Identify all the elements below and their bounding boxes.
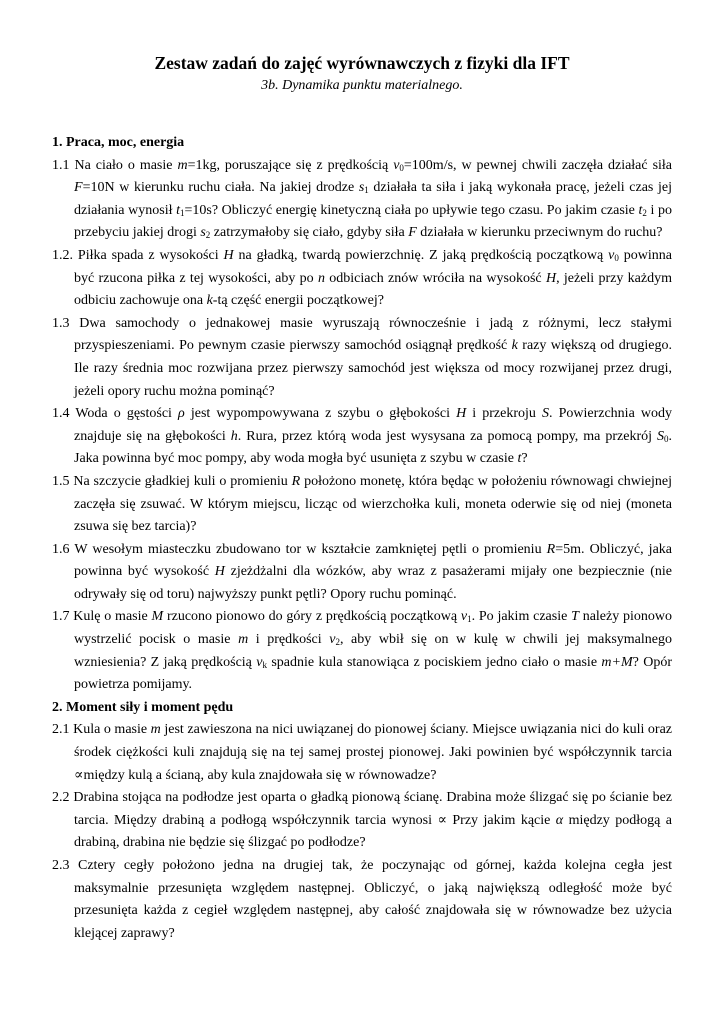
- problem-1-4: 1.4 Woda o gęstości ρ jest wypompowywana z szybu o głębokości H i przekroju S. Powierzchnia wody znajduje się na głębokości h. Rura, przez którą woda jest wysysana za pomocą pompy, ma przekrój $S_0$. Jaka powinna być moc pompy, aby woda mogła być usunięta z szybu w czasie t?: [52, 406, 672, 467]
- problem-number: 1.3: [52, 315, 70, 331]
- document-subtitle: 3b. Dynamika punktu materialnego.: [261, 78, 463, 93]
- problem-2-1: 2.1 Kula o masie m jest zawieszona na nici uwiązanej do pionowej ściany. Miejsce uwiązania nici do kuli oraz środek ciężkości kuli znajdują się na tej samej prostej pionowej. Jaki powinien być współczynnik tarcia ∝między kulą a ścianą, aby kula znajdowała się w równowadze?: [52, 722, 673, 783]
- document-title: Zestaw zadań do zajęć wyrównawczych z fizyki dla IFT: [154, 53, 570, 73]
- problem-1-3: 1.3 Dwa samochody o jednakowej masie wyruszają równocześnie i jadą z różnymi, lecz stałymi przyspieszeniami. Po pewnym czasie pierwszy samochód osiągnął prędkość k razy większą od drugiego. Ile razy średnia moc rozwijana przez pierwszy samochód jest większa od mocy rozwijanej przez drugi, jeżeli opory ruchu można pominąć?: [52, 315, 673, 399]
- problem-1-2: 1.2. Piłka spada z wysokości H na gładką, twardą powierzchnię. Z jaką prędkością początkową $v_0$ powinna być rzucona piłka z tej wysokości, aby po n odbiciach znów wróciła na wysokość H, jeżeli przy każdym odbiciu zachowuje ona k-tą część energii początkowej?: [52, 247, 672, 309]
- problem-number: 1.7: [52, 609, 70, 625]
- problem-2-3: 2.3 Cztery cegły położono jedna na drugiej tak, że poczynając od górnej, każda kolejna cegła jest maksymalnie przesunięta względem następnej. Obliczyć, o jaką największą odległość może być przesunięta każda z cegieł względem następnej, aby całość znajdowała się w równowadze bez użycia klejącej zaprawy?: [52, 858, 672, 941]
- problem-1-1: 1.1 Na ciało o masie m=1kg, poruszające się z prędkością $v_0=100m/s$, w pewnej chwili zaczęła działać siła F=10N w kierunku ruchu ciała. Na jakiej drodze $s_1$ działała ta siła i jaką wykonała pracę, jeżeli czas jej działania wynosił $t_1=10s$? Obliczyć energię kinetyczną ciała po upływie tego czasu. Po jakim czasie $t_2$ i po przebyciu jakiej drogi $s_2$ zatrzymałoby się ciało, gdyby siła F działała w kierunku przeciwnym do ruchu?: [52, 157, 673, 241]
- section-heading-2: 2. Moment siły i moment pędu: [52, 699, 234, 715]
- problem-number: 1.5: [52, 473, 70, 489]
- proportional-symbol: ∝: [74, 767, 84, 783]
- alpha-symbol: α: [555, 812, 564, 828]
- problem-number: 2.3: [52, 858, 70, 873]
- problem-number: 1.6: [52, 541, 70, 557]
- problem-number: 2.2: [52, 790, 70, 806]
- rho-symbol: ρ: [178, 406, 185, 422]
- problem-number: 1.2.: [52, 247, 73, 263]
- problem-1-6: 1.6 W wesołym miasteczku zbudowano tor w kształcie zamkniętej pętli o promieniu R=5m. Obliczyć, jaka powinna być wysokość H zjeżdżalni dla wózków, aby wraz z pasażerami mijały one bezpiecznie (nie odrywały się od toru) najwyższy punkt pętli? Opory ruchu pominąć.: [52, 541, 673, 602]
- section-heading-1: 1. Praca, moc, energia: [52, 135, 185, 150]
- problem-1-7: 1.7 Kulę o masie M rzucono pionowo do góry z prędkością początkową $v_1$. Po jakim czasie T należy pionowo wystrzelić pocisk o masie m i prędkości $v_2$, aby wbił się on w kulę w chwili jej maksymalnego wzniesienia? Z jaką prędkością $v_k$ spadnie kula stanowiąca z pociskiem jedno ciało o masie m+M? Opór powietrza pomijamy.: [52, 609, 672, 693]
- problem-2-2: 2.2 Drabina stojąca na podłodze jest oparta o gładką pionową ścianę. Drabina może ślizgać się po ścianie bez tarcia. Między drabiną a podłogą współczynnik tarcia wynosi ∝ Przy jakim kącie α między podłogą a drabiną, drabina nie będzie się ślizgać po podłodze?: [52, 790, 673, 851]
- document-content: [52, 132, 672, 945]
- problem-number: 1.1: [52, 157, 70, 173]
- problem-number: 1.4: [52, 406, 70, 422]
- problem-1-5: 1.5 Na szczycie gładkiej kuli o promieniu R położono monetę, która będąc w położeniu równowagi chwiejnej zaczęła się zsuwać. W którym miejscu, licząc od wierzchołka kuli, moneta oderwie się od niej (moneta zsuwa się bez tarcia)?: [52, 473, 673, 535]
- problem-number: 2.1: [52, 722, 70, 738]
- proportional-symbol: ∝: [437, 812, 447, 828]
